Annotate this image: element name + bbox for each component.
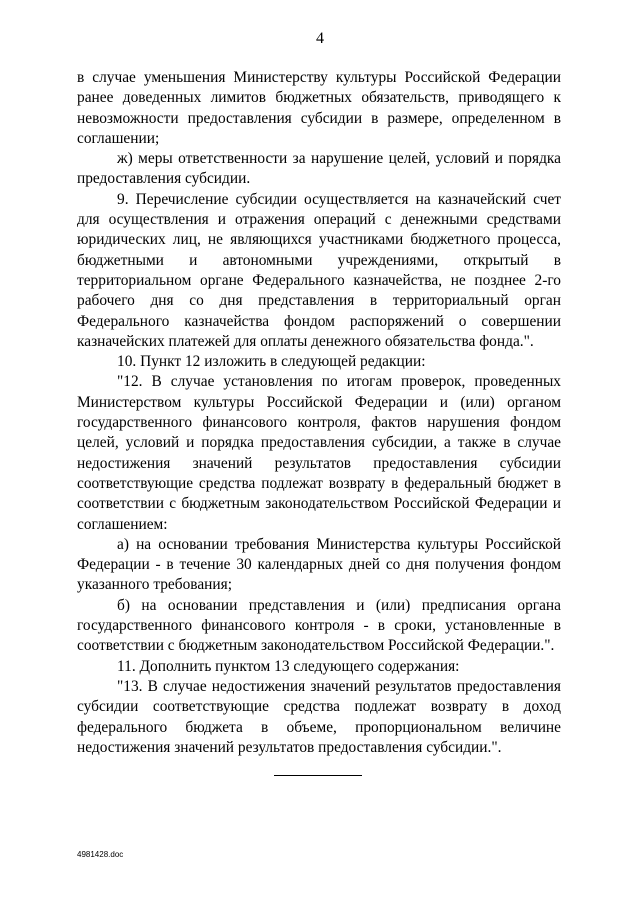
paragraph: 11. Дополнить пунктом 13 следующего содержания:	[117, 657, 460, 675]
paragraph: ж) меры ответственности за нарушение целей, условий и порядка предоставления субсидии.	[77, 150, 561, 188]
document-filename: 4981428.doc	[77, 850, 124, 859]
paragraph: 9. Перечисление субсидии осуществляется на казначейский счет для осуществления и отражения операций с денежными средствами юридических лиц, не являющихся участниками бюджетного процесса, бюджетными и автономными учреждениями, открытый в территориальном органе Федерального казначейства, не позднее 2-го рабочего дня со дня представления в территориальный орган Федерального казначейства фондом распоряжений о совершении казначейских платежей для оплаты денежного обязательства фонда.".	[77, 190, 561, 350]
document-body	[77, 68, 561, 758]
page-number: 4	[316, 30, 324, 47]
paragraph: 10. Пункт 12 изложить в следующей редакции:	[117, 353, 426, 371]
end-divider	[274, 775, 362, 776]
paragraph: "13. В случае недостижения значений результатов предоставления субсидии соответствующие средства подлежат возврату в доход федерального бюджета в объеме, пропорциональном величине недостижения значений результатов предоставления субсидии.".	[77, 677, 561, 756]
paragraph: б) на основании представления и (или) предписания органа государственного финансового контроля - в сроки, установленные в соответствии с бюджетным законодательством Российской Федерации.".	[77, 596, 561, 655]
paragraph: "12. В случае установления по итогам проверок, проведенных Министерством культуры Российской Федерации и (или) органом государственного финансового контроля, фактов нарушения фондом целей, условий и порядка предоставления субсидии, а также в случае недостижения значений результатов предоставления субсидии соответствующие средства подлежат возврату в федеральный бюджет в соответствии с бюджетным законодательством Российской Федерации и соглашением:	[77, 373, 561, 533]
paragraph: в случае уменьшения Министерству культуры Российской Федерации ранее доведенных лимитов бюджетных обязательств, приводящего к невозможности предоставления субсидии в размере, определенном в соглашении;	[77, 69, 561, 147]
paragraph: а) на основании требования Министерства культуры Российской Федерации - в течение 30 календарных дней со дня получения фондом указанного требования;	[77, 535, 561, 594]
